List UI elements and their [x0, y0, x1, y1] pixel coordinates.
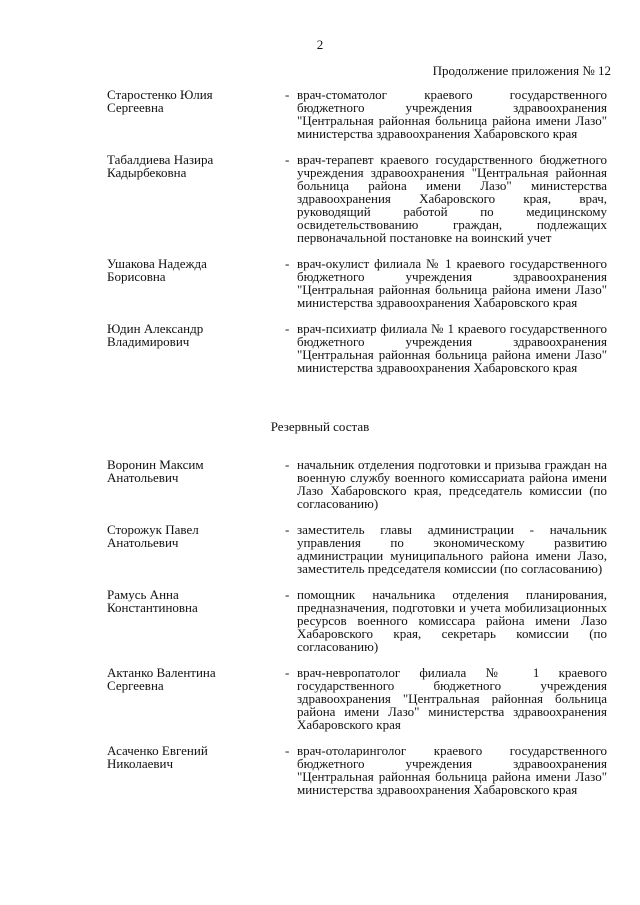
member-name: Сторожук Павел Анатольевич	[107, 522, 199, 550]
dash: -	[285, 743, 290, 758]
reserve-section-title: Резервный состав	[270, 419, 370, 434]
member-entry	[107, 523, 607, 575]
member-role: врач-отоларинголог краевого государственного бюджетного учреждения здравоохранения "Центральная районная больница района имени Лазо" министерства здравоохранения Хабаровского края	[297, 743, 607, 797]
member-entry	[107, 666, 607, 731]
member-entry	[107, 588, 607, 653]
member-name: Табалдиева Назира Кадырбековна	[107, 152, 214, 180]
member-role: врач-невропатолог филиала № 1 краевого государственного бюджетного учреждения здравоохранения "Центральная районная больница района имени Лазо" министерства здравоохранения Хабаровского края	[297, 665, 607, 732]
member-entry	[107, 153, 607, 244]
member-name: Воронин Максим Анатольевич	[107, 457, 204, 485]
member-name: Ушакова Надежда Борисовна	[107, 256, 207, 284]
member-name: Рамусь Анна Константиновна	[107, 587, 198, 615]
main-members-list	[107, 88, 607, 374]
reserve-members-list	[107, 458, 607, 796]
dash: -	[285, 321, 290, 336]
member-entry	[107, 88, 607, 140]
dash: -	[285, 457, 290, 472]
member-entry	[107, 257, 607, 309]
member-role: врач-окулист филиала № 1 краевого государственного бюджетного учреждения здравоохранения "Центральная районная больница района имени Лазо" министерства здравоохранения Хабаровского края	[297, 256, 607, 310]
dash: -	[285, 522, 290, 537]
dash: -	[285, 665, 290, 680]
member-name: Старостенко Юлия Сергеевна	[107, 87, 213, 115]
member-name: Асаченко Евгений Николаевич	[107, 743, 208, 771]
member-entry	[107, 322, 607, 374]
member-role: врач-психиатр филиала № 1 краевого государственного бюджетного учреждения здравоохранения "Центральная районная больница района имени Лазо" министерства здравоохранения Хабаровского края	[297, 321, 607, 375]
member-role: врач-стоматолог краевого государственного бюджетного учреждения здравоохранения "Центральная районная больница района имени Лазо" министерства здравоохранения Хабаровского края	[297, 87, 607, 141]
continuation-label: Продолжение приложения № 12	[432, 63, 611, 78]
dash: -	[285, 256, 290, 271]
member-role: врач-терапевт краевого государственного бюджетного учреждения здравоохранения "Центральная районная больница района имени Лазо" министерства здравоохранения Хабаровского края, врач, руководящий работой по медицинскому освидетельствованию граждан, подлежащих первоначальной постановке на воинский учет	[297, 152, 607, 245]
member-name: Актанко Валентина Сергеевна	[107, 665, 216, 693]
member-entry	[107, 458, 607, 510]
member-role: помощник начальника отделения планирования, предназначения, подготовки и учета мобилизационных ресурсов военного комиссара района имени Лазо Хабаровского края, секретарь комиссии (по согласованию)	[297, 587, 607, 654]
member-entry	[107, 744, 607, 796]
page-number: 2	[316, 37, 324, 52]
member-role: заместитель главы администрации - начальник управления по экономическому развитию администрации муниципального района имени Лазо, заместитель председателя комиссии (по согласованию)	[297, 522, 607, 576]
member-name: Юдин Александр Владимирович	[107, 321, 204, 349]
dash: -	[285, 587, 290, 602]
dash: -	[285, 152, 290, 167]
dash: -	[285, 87, 290, 102]
member-role: начальник отделения подготовки и призыва граждан на военную службу военного комиссариата района имени Лазо Хабаровского края, председатель комиссии (по согласованию)	[297, 457, 607, 511]
